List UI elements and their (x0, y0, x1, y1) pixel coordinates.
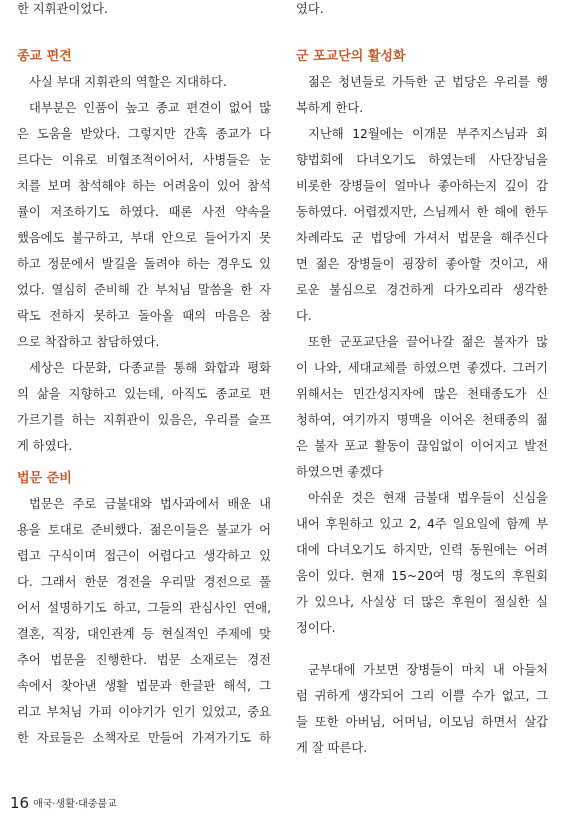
paragraph-line: 었다. 열심히 준비해 간 부처님 말씀을 한 자 (17, 283, 271, 297)
paragraph-line: 법문은 주로 금불대와 법사과에서 배운 내 (29, 497, 271, 511)
paragraph-line: 이 나와, 세대교체를 하였으면 좋겠다. 그러기 (296, 361, 548, 375)
paragraph-line: 사실 부대 지휘관의 역할은 지대하다. (29, 75, 227, 89)
paragraph-line: 률이 저조하기도 하였다. 때론 사전 약속을 (17, 205, 271, 219)
paragraph-line: 결혼, 직장, 대인관계 등 현실적인 주제에 맞 (17, 627, 271, 641)
paragraph-line: 다. (296, 309, 312, 323)
paragraph-line: 럼 귀하게 생각되어 그리 이쁠 수가 없고, 그 (296, 689, 548, 703)
paragraph-line: 정이다. (296, 621, 336, 635)
paragraph-line: 차례라도 군 법당에 가셔서 법문을 해주신다 (296, 231, 548, 245)
paragraph-line: 르다는 이유로 비협조적이어서, 사병들은 눈 (17, 153, 271, 167)
paragraph-line: 내어 후원하고 있고 2, 4주 일요일에 함께 부 (296, 517, 548, 531)
section-heading-sermon-prep: 법문 준비 (17, 471, 72, 486)
paragraph-line: 대에 다녀오기도 하지만, 인력 동원에는 어려 (296, 543, 548, 557)
paragraph-line: 다. 그래서 한문 경전을 우리말 경전으로 풀 (17, 575, 271, 589)
paragraph-line: 들 또한 아버님, 어머님, 이모님 하면서 살갑 (296, 715, 548, 729)
paragraph-line: 게 잘 따른다. (296, 741, 368, 755)
paragraph-line: 세상은 다문화, 다종교를 통해 화합과 평화 (29, 361, 271, 375)
paragraph-line: 가 있으나, 사실상 더 많은 후원이 절실한 실 (296, 595, 548, 609)
paragraph-line: 리고 부처님 가피 이야기가 인기 있었고, 중요 (17, 705, 271, 719)
paragraph-line: 가르기를 하는 지휘관이 있음은, 우리를 슬프 (17, 413, 271, 427)
paragraph-line: 렵고 구식이며 접근이 어렵다고 생각하고 있 (17, 549, 271, 563)
intro-line: 였다. (296, 2, 324, 16)
paragraph-line: 속에서 찾아낸 생활 법문과 한글판 해석, 그 (17, 679, 271, 693)
paragraph-line: 복하게 한다. (296, 101, 364, 115)
paragraph-line: 하였으면 좋겠다 (296, 465, 384, 479)
paragraph-line: 젊은 청년들로 가득한 군 법당은 우리를 행 (308, 75, 548, 89)
paragraph-line: 어서 설명하기도 하고, 그들의 관심사인 연애, (17, 601, 271, 615)
paragraph-line: 움이 있다. 현재 15~20여 명 정도의 후원회 (296, 569, 548, 583)
paragraph-line: 의 삶을 지향하고 있는데, 아직도 종교로 편 (17, 387, 271, 401)
page-number: 16 (10, 794, 30, 812)
paragraph-line: 비롯한 장병들이 얼마나 좋아하는지 깊이 감 (296, 179, 548, 193)
paragraph-line: 은 도움을 받았다. 그렇지만 간혹 종교가 다 (17, 127, 271, 141)
paragraph-line: 동하였다. 어렵겠지만, 스님께서 한 해에 한두 (296, 205, 548, 219)
paragraph-line: 지난해 12월에는 이개문 부주지스님과 회 (308, 127, 548, 141)
paragraph-line: 은 불자 포교 활동이 끊임없이 이어지고 발전 (296, 439, 548, 453)
paragraph-line: 용을 토대로 준비했다. 젊은이들은 불교가 어 (17, 523, 271, 537)
paragraph-line: 향법회에 다녀오기도 하였는데 사단장님을 (296, 153, 548, 167)
paragraph-line: 으로 착잡하고 참담하였다. (17, 335, 160, 349)
intro-line: 한 지휘관이었다. (17, 2, 108, 16)
paragraph-line: 청하여, 여기까지 명맥을 이어온 천태종의 젊 (296, 413, 548, 427)
paragraph-line: 위해서는 민간성지자에 많은 천태종도가 신 (296, 387, 548, 401)
publication-name: 애국·생활·대중불교 (33, 799, 117, 810)
paragraph-line: 한 자료들은 소책자로 만들어 가져가기도 하 (17, 731, 271, 745)
paragraph-line: 락도 전하지 못하고 돌아올 때의 마음은 참 (17, 309, 271, 323)
section-heading-religious-bias: 종교 편견 (17, 49, 72, 64)
paragraph-line: 또한 군포교단을 끌어나갈 젊은 불자가 많 (308, 335, 548, 349)
paragraph-line: 로운 불심으로 경건하게 다가오리라 생각한 (296, 283, 548, 297)
page-footer (10, 793, 117, 812)
paragraph-line: 추어 법문을 진행한다. 법문 소재로는 경전 (17, 653, 271, 667)
paragraph-line: 면 젊은 장병들이 굉장히 좋아할 것이고, 새 (296, 257, 548, 271)
paragraph-line: 했음에도 불구하고, 부대 안으로 들어가지 못 (17, 231, 271, 245)
paragraph-line: 하고 정문에서 발길을 돌려야 하는 경우도 있 (17, 257, 271, 271)
section-heading-military-mission: 군 포교단의 활성화 (296, 49, 406, 64)
paragraph-line: 아쉬운 것은 현재 금불대 법우들이 신심을 (308, 491, 548, 505)
paragraph-line: 대부분은 인품이 높고 종교 편견이 없어 많 (29, 101, 271, 115)
paragraph-line: 게 하였다. (17, 439, 73, 453)
paragraph-line: 군부대에 가보면 장병들이 마치 내 아들처 (308, 663, 548, 677)
paragraph-line: 치를 보며 참석해야 하는 어려움이 있어 참석 (17, 179, 271, 193)
